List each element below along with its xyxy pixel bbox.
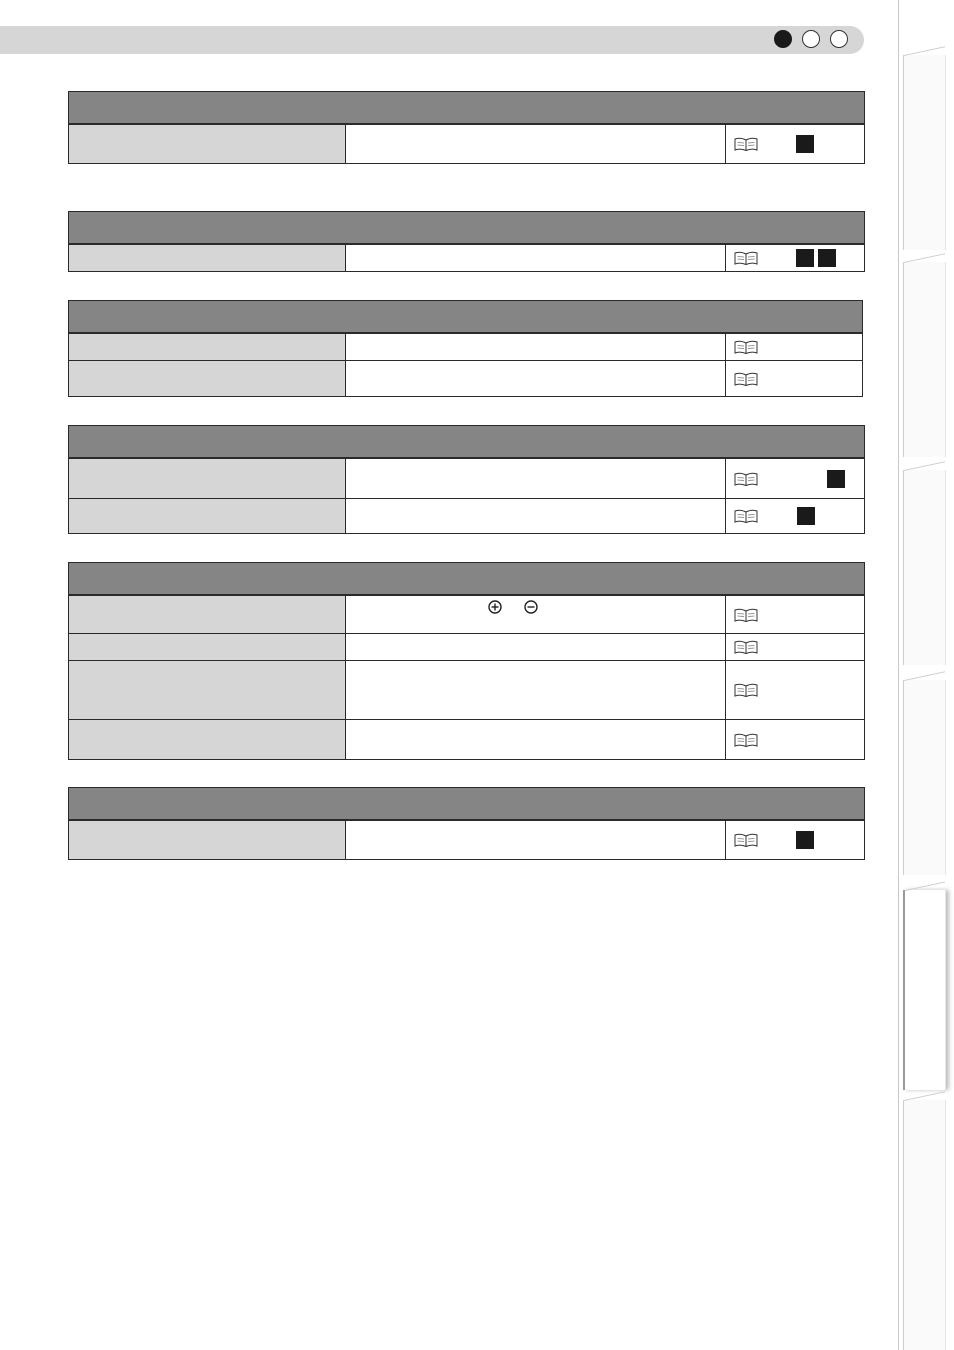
settings-table-3 <box>68 300 863 397</box>
black-square-icon <box>796 249 814 267</box>
page-indicator-dot-empty <box>830 30 848 48</box>
row-label-cell <box>69 459 346 498</box>
row-label-cell <box>69 821 346 859</box>
row-label-cell <box>69 720 346 759</box>
section-tab-1[interactable] <box>903 55 946 250</box>
row-description-cell <box>346 334 726 360</box>
row-reference-cell[interactable] <box>726 596 864 633</box>
row-label-cell <box>69 361 346 396</box>
black-square-icon <box>818 249 836 267</box>
row-description-cell <box>346 125 726 163</box>
circle-minus-icon <box>524 600 538 614</box>
row-label-cell <box>69 334 346 360</box>
table-row <box>69 820 864 859</box>
page-edge-line <box>898 0 899 1350</box>
book-icon <box>734 137 758 151</box>
book-icon <box>734 372 758 386</box>
table-row <box>69 660 864 719</box>
book-icon <box>734 733 758 747</box>
section-tab-5-active[interactable] <box>903 890 946 1090</box>
row-label-cell <box>69 499 346 533</box>
row-description-cell <box>346 720 726 759</box>
table-row <box>69 333 862 360</box>
header-bar <box>0 26 864 54</box>
book-icon <box>734 251 758 265</box>
row-reference-cell[interactable] <box>726 499 864 533</box>
row-reference-cell[interactable] <box>726 661 864 719</box>
settings-table-5 <box>68 562 865 760</box>
row-description-cell <box>346 596 726 633</box>
table-row <box>69 719 864 759</box>
table-row <box>69 633 864 660</box>
table-row <box>69 595 864 633</box>
black-square-icon <box>797 507 815 525</box>
page-indicator-dot-empty <box>802 30 820 48</box>
row-description-cell <box>346 245 726 271</box>
row-reference-cell[interactable] <box>726 720 864 759</box>
row-label-cell <box>69 245 346 271</box>
circle-plus-icon <box>488 600 502 614</box>
table-row <box>69 124 864 163</box>
section-tab-4[interactable] <box>903 680 946 875</box>
table-header <box>69 788 864 820</box>
book-icon <box>734 509 758 523</box>
row-description-cell <box>346 459 726 498</box>
row-label-cell <box>69 125 346 163</box>
table-header <box>69 92 864 124</box>
row-label-cell <box>69 661 346 719</box>
black-square-icon <box>796 135 814 153</box>
table-header <box>69 212 864 244</box>
section-tab-2[interactable] <box>903 262 946 457</box>
row-description-cell <box>346 361 726 396</box>
table-header <box>69 563 864 595</box>
section-tab-3[interactable] <box>903 470 946 665</box>
row-description-cell <box>346 499 726 533</box>
row-label-cell <box>69 634 346 660</box>
book-icon <box>734 640 758 654</box>
book-icon <box>734 683 758 697</box>
row-reference-cell[interactable] <box>726 821 864 859</box>
table-header <box>69 301 862 333</box>
settings-table-4 <box>68 425 865 534</box>
row-description-cell <box>346 634 726 660</box>
table-row <box>69 458 864 498</box>
black-square-icon <box>796 831 814 849</box>
settings-table-1 <box>68 91 865 164</box>
section-tab-6[interactable] <box>903 1100 946 1350</box>
page-indicator-dot-filled <box>774 30 792 48</box>
row-reference-cell[interactable] <box>726 125 864 163</box>
row-reference-cell[interactable] <box>726 245 864 271</box>
row-label-cell <box>69 596 346 633</box>
table-row <box>69 244 864 271</box>
table-row <box>69 498 864 533</box>
settings-table-2 <box>68 211 865 272</box>
table-row <box>69 360 862 396</box>
table-header <box>69 426 864 458</box>
black-square-icon <box>827 470 845 488</box>
row-reference-cell[interactable] <box>726 634 864 660</box>
row-description-cell <box>346 821 726 859</box>
row-description-cell <box>346 661 726 719</box>
book-icon <box>734 833 758 847</box>
book-icon <box>734 340 758 354</box>
row-reference-cell[interactable] <box>726 361 862 396</box>
row-reference-cell[interactable] <box>726 334 862 360</box>
settings-table-6 <box>68 787 865 860</box>
book-icon <box>734 608 758 622</box>
row-reference-cell[interactable] <box>726 459 864 498</box>
book-icon <box>734 472 758 486</box>
